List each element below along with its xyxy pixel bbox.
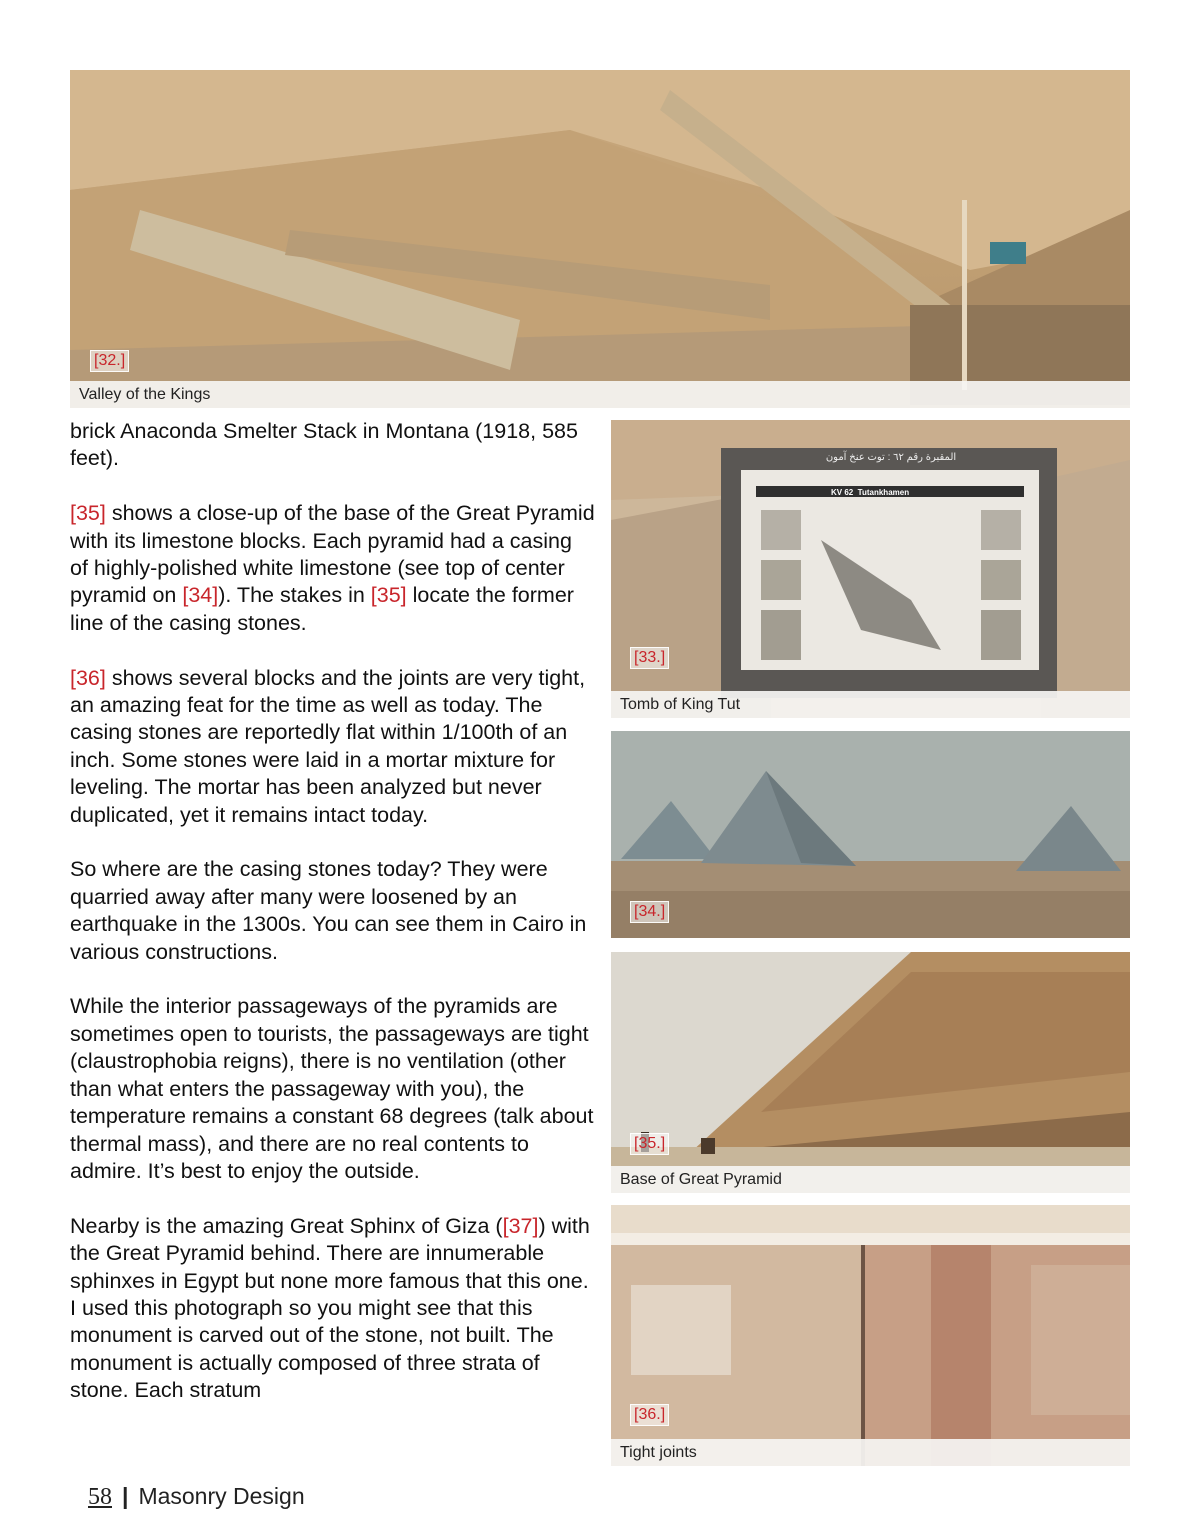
valley-photo	[70, 70, 1130, 408]
figure-35-base-of-great-pyramid	[611, 952, 1130, 1193]
tomb-sign-photo	[611, 420, 1130, 718]
paragraph-2: [35] shows a close-up of the base of the Great Pyramid with its limestone blocks. Each pyramid had a casing of highly-polished white limestone (see top of center pyramid on [34]). The stakes in [35] locate the former line of the casing stones.	[70, 501, 595, 635]
figure-32-tag: [32.]	[90, 350, 129, 372]
figure-ref-35[interactable]: [35]	[370, 583, 407, 608]
pyramids-photo	[611, 731, 1130, 938]
great-pyramid-base-photo	[611, 952, 1130, 1193]
sign-arabic-text: المقبرة رقم ٦٢ : توت عنخ آمون	[825, 452, 957, 463]
figure-34-pyramids	[611, 731, 1130, 938]
figure-ref-34[interactable]: [34]	[182, 583, 219, 608]
figure-33-caption: Tomb of King Tut	[611, 691, 1130, 718]
figure-35-caption: Base of Great Pyramid	[611, 1166, 1130, 1193]
paragraph-6: Nearby is the amazing Great Sphinx of Giza ([37]) with the Great Pyramid behind. There are innumerable sphinxes in Egypt but none more famous that this one. I used this photograph so you might see that this monument is carved out of the stone, not built. The monument is actually composed of three strata of stone. Each stratum	[70, 1213, 590, 1403]
paragraph-5: While the interior passageways of the pyramids are sometimes open to tourists, the passageways are tight (claustrophobia reigns), there is no ventilation (other than what enters the passageway with you), the temperature remains a constant 68 degrees (talk about thermal mass), and there are no real contents to admire. It’s best to enjoy the outside.	[70, 994, 594, 1183]
paragraph-1: brick Anaconda Smelter Stack in Montana (1918, 585 feet).	[70, 419, 578, 471]
figure-33-tomb-of-king-tut	[611, 420, 1130, 718]
figure-32-caption: Valley of the Kings	[70, 381, 1130, 408]
figure-35-tag: [35.]	[630, 1133, 669, 1155]
figure-ref-37[interactable]: [37]	[502, 1213, 539, 1238]
figure-33-tag: [33.]	[630, 647, 669, 669]
figure-36-tag: [36.]	[630, 1404, 669, 1426]
figure-34-tag: [34.]	[630, 901, 669, 923]
book-title: Masonry Design	[138, 1483, 305, 1509]
footer-separator: |	[122, 1483, 129, 1509]
figure-36-tight-joints	[611, 1205, 1130, 1466]
figure-ref-35[interactable]: [35]	[70, 501, 106, 526]
page-footer	[88, 1483, 305, 1511]
paragraph-3: [36] shows several blocks and the joints are very tight, an amazing feat for the time as well as today. The casing stones are reportedly flat within 1/100th of an inch. Some stones were laid in a mortar mixture for leveling. The mortar has been analyzed but never duplicated, yet it remains intact today.	[70, 665, 586, 827]
body-text	[70, 418, 595, 1432]
paragraph-4: So where are the casing stones today? They were quarried away after many were loosened by an earthquake in the 1300s. You can see them in Cairo in various constructions.	[70, 857, 587, 964]
tight-joints-photo	[611, 1205, 1130, 1466]
figure-36-caption: Tight joints	[611, 1439, 1130, 1466]
page-number: 58	[88, 1484, 112, 1510]
sign-title: KV 62 Tutankhamen	[831, 488, 910, 497]
figure-32-valley-of-the-kings	[70, 70, 1130, 408]
figure-ref-36[interactable]: [36]	[70, 665, 106, 690]
